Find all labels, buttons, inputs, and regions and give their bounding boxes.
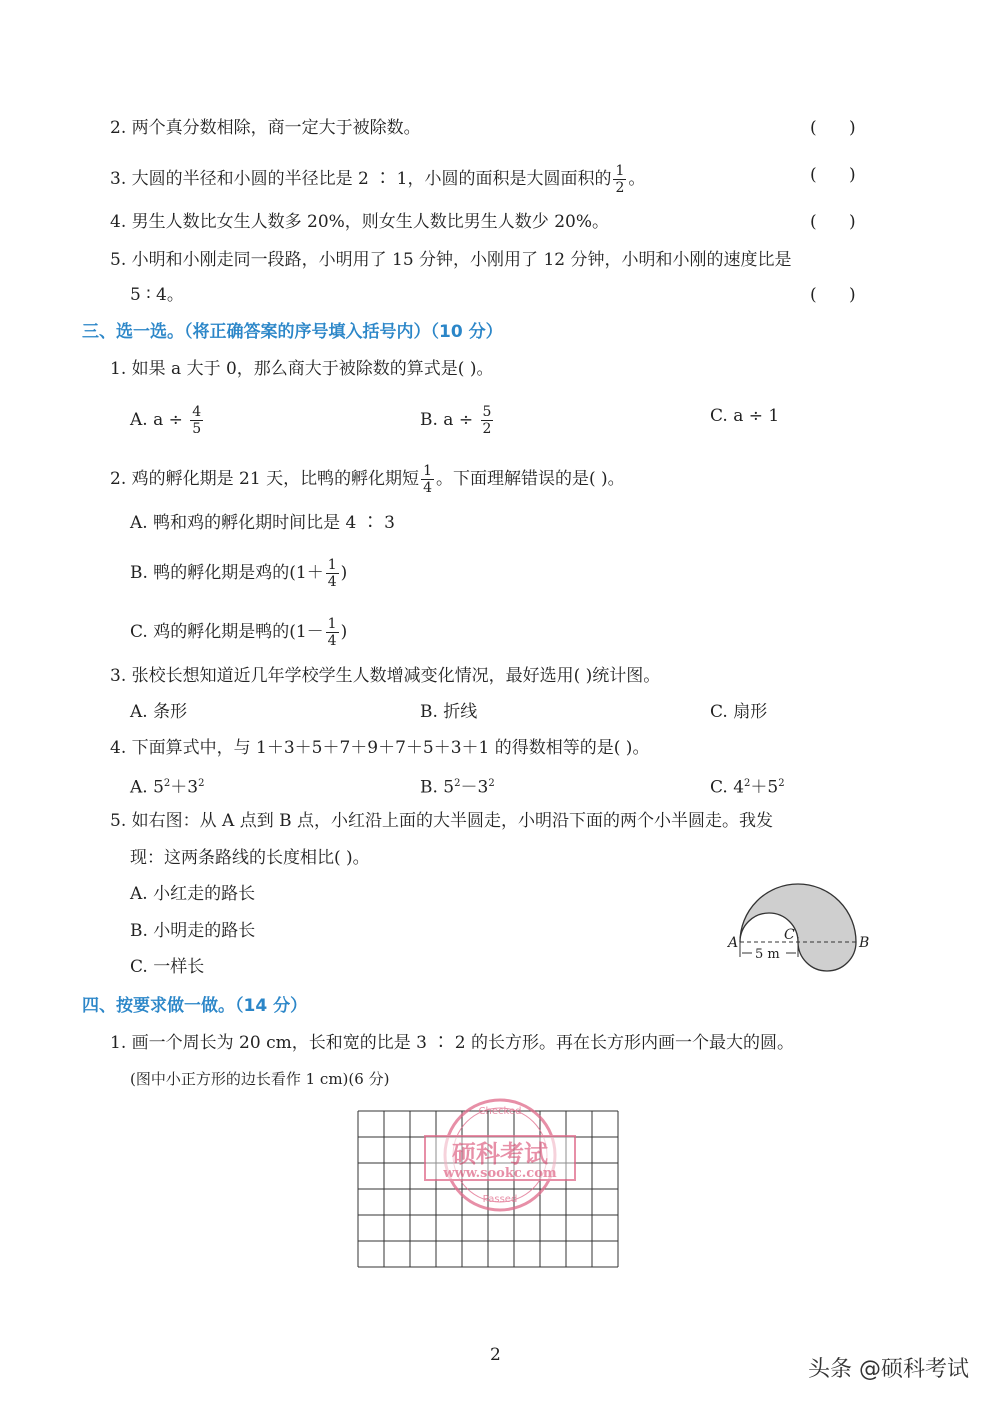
- stamp-bottom-text: Passed: [482, 1194, 518, 1205]
- answer-paren[interactable]: ( ): [810, 118, 856, 138]
- stamp-main-text: 硕科考试: [452, 1140, 548, 1168]
- s3-q5-option-b[interactable]: B. 小明走的路长: [130, 921, 256, 941]
- s3-q4-option-b[interactable]: B. $5^2-3^2$: [420, 777, 495, 798]
- s3-q4-option-a[interactable]: A. $5^2+3^2$: [130, 777, 205, 798]
- s3-q4-option-c[interactable]: C. $4^2+5^2$: [710, 777, 785, 798]
- stamp-url: www.sookc.com: [443, 1166, 557, 1181]
- s3-q3-option-b[interactable]: B. 折线: [420, 702, 478, 722]
- fraction: $\frac{1}{4}$: [423, 463, 432, 496]
- s3-q3-option-a[interactable]: A. 条形: [130, 702, 188, 722]
- judge-q5-line2: 5 ∶ 4。: [130, 285, 184, 305]
- judge-q3: 3. 大圆的半径和小圆的半径比是 2 ∶ 1，小圆的面积是大圆面积的 $\frac{1}{2}$ 。: [110, 163, 646, 196]
- answer-paren[interactable]: ( ): [810, 165, 856, 185]
- s4-q1-line2: (图中小正方形的边长看作 1 cm)(6 分): [130, 1070, 390, 1088]
- s3-q4-stem: 4. 下面算式中，与 1＋3＋5＋7＋9＋7＋5＋3＋1 的得数相等的是( )。: [110, 738, 650, 758]
- s3-q1-stem: 1. 如果 a 大于 0，那么商大于被除数的算式是( )。: [110, 359, 494, 379]
- s3-q5-line1: 5. 如右图：从 A 点到 B 点，小红沿上面的大半圆走，小明沿下面的两个小半圆走。我发: [110, 811, 774, 831]
- judge-q3-text: 3. 大圆的半径和小圆的半径比是 2 ∶ 1，小圆的面积是大圆面积的: [110, 169, 612, 189]
- s3-q3-stem: 3. 张校长想知道近几年学校学生人数增减变化情况，最好选用( )统计图。: [110, 666, 661, 686]
- source-watermark: 头条 @硕科考试: [808, 1357, 969, 1382]
- stamp-top-text: Checked: [478, 1106, 522, 1117]
- label-a: A: [728, 935, 739, 951]
- s3-q1-option-b[interactable]: B. a ÷ $\frac{5}{2}$: [420, 404, 492, 437]
- length-label: 5 m: [755, 947, 780, 962]
- judge-q4: 4. 男生人数比女生人数多 20%，则女生人数比男生人数少 20%。: [110, 212, 610, 232]
- s3-q5-line2: 现：这两条路线的长度相比( )。: [130, 848, 370, 868]
- s3-q2-option-b[interactable]: B. 鸭的孵化期是鸡的(1＋ $\frac{1}{4}$ ): [130, 557, 348, 590]
- label-c: C: [784, 927, 795, 943]
- s3-q1-option-a[interactable]: A. a ÷ $\frac{4}{5}$: [130, 404, 202, 437]
- answer-paren[interactable]: ( ): [810, 285, 856, 305]
- s3-q3-option-c[interactable]: C. 扇形: [710, 702, 768, 722]
- section4-title: 四、按要求做一做。（14 分）: [82, 996, 308, 1016]
- fraction: $\frac{4}{5}$: [192, 404, 202, 437]
- section3-title: 三、选一选。（将正确答案的序号填入括号内）（10 分）: [82, 322, 503, 342]
- judge-q5-line1: 5. 小明和小刚走同一段路，小明用了 15 分钟，小刚用了 12 分钟，小明和小刚的速度比是: [110, 250, 792, 270]
- stamp-logo: [420, 1090, 580, 1220]
- fraction: $\frac{1}{4}$: [327, 557, 337, 590]
- s4-q1-line1: 1. 画一个周长为 20 cm，长和宽的比是 3 ∶ 2 的长方形。再在长方形内画一个最大的圆。: [110, 1033, 794, 1053]
- s3-q5-option-c[interactable]: C. 一样长: [130, 957, 205, 977]
- s3-q1-option-c[interactable]: C. a ÷ 1: [710, 406, 780, 426]
- fraction: $\frac{1}{4}$: [327, 616, 337, 649]
- s3-q2-option-c[interactable]: C. 鸡的孵化期是鸭的(1－ $\frac{1}{4}$ ): [130, 616, 348, 649]
- fraction: $\frac{5}{2}$: [482, 404, 492, 437]
- label-b: B: [859, 935, 870, 951]
- s3-q5-option-a[interactable]: A. 小红走的路长: [130, 884, 256, 904]
- fraction: $\frac{1}{2}$: [615, 163, 625, 196]
- answer-paren[interactable]: ( ): [810, 212, 856, 232]
- s3-q2-stem: 2. 鸡的孵化期是 21 天，比鸭的孵化期短 $\frac{1}{4}$ 。下面理解错误的是( )。: [110, 463, 625, 496]
- judge-q2: 2. 两个真分数相除，商一定大于被除数。: [110, 118, 421, 138]
- semicircle-figure: [722, 875, 872, 975]
- s3-q2-option-a[interactable]: A. 鸭和鸡的孵化期时间比是 4 ∶ 3: [130, 513, 395, 533]
- page-number: 2: [490, 1345, 501, 1365]
